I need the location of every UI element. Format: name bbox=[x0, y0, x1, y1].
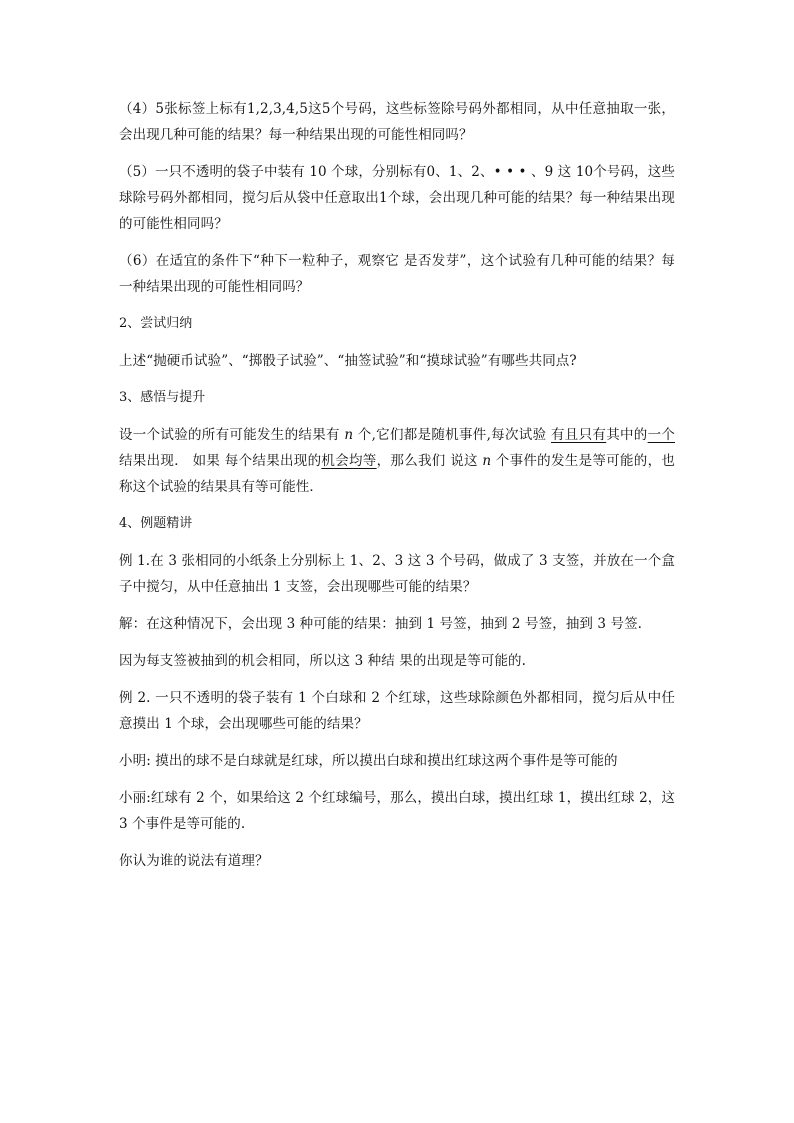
definition-part-2: 个,它们都是随机事件,每次试验 bbox=[353, 427, 551, 443]
section-2-heading: 2、尝试归纳 bbox=[119, 316, 193, 331]
example-1-reason: 因为每支签被抽到的机会相同，所以这 3 种结 果的出现是等可能的. bbox=[119, 653, 527, 669]
definition-part-6: 个事件的发生是等可能的，也 称这个试验的结果具有等可能性． bbox=[119, 453, 675, 495]
example-2: 例 2. 一只不透明的袋子装有 1 个白球和 2 个红球，这些球除颜色外都相同，搅匀后从中任意摸出 1 个球，会出现哪些可能的结果？ bbox=[119, 690, 675, 732]
xiaoming-answer: 小明: 摸出的球不是白球就是红球，所以摸出白球和摸出红球这两个事件是等可能的 bbox=[119, 753, 618, 769]
question-6: （6）在适宜的条件下“种下一粒种子，观察它 是否发芽”，这个试验有几种可能的结果？每一种结果出现的可能性相同吗？ bbox=[119, 253, 675, 295]
underlined-one: 一个 bbox=[647, 427, 675, 443]
section-2-text: 上述“抛硬币试验”、“掷骰子试验”、“抽签试验”和“摸球试验”有哪些共同点? bbox=[119, 353, 577, 369]
closing-question: 你认为谁的说法有道理？ bbox=[119, 853, 269, 869]
xiaoli-answer: 小丽:红球有 2 个，如果给这 2 个红球编号，那么，摸出白球，摸出红球 1，摸出红球 2，这 3 个事件是等可能的. bbox=[119, 790, 675, 832]
question-4: （4）5张标签上标有1,2,3,4,5这5个号码，这些标签除号码外都相同，从中任意抽取一张，会出现几种可能的结果？每一种结果出现的可能性相同吗？ bbox=[119, 101, 675, 143]
section-3-heading: 3、感悟与提升 bbox=[119, 390, 206, 405]
n-variable-2: n bbox=[482, 453, 492, 469]
definition-part-4: 结果出现． 如果 每个结果出现的 bbox=[119, 453, 322, 469]
section-4-heading: 4、例题精讲 bbox=[119, 516, 193, 531]
underlined-only-one: 有且只有 bbox=[550, 427, 607, 443]
definition-part-5: ，那么我们 说这 bbox=[376, 453, 483, 469]
example-1-solution: 解：在这种情况下，会出现 3 种可能的结果：抽到 1 号签，抽到 2 号签，抽到 3 号签. bbox=[119, 616, 643, 632]
question-5: （5）一只不透明的袋子中装有 10 个球，分别标有0、1、2、• • • 、9 这 10个号码，这些球除号码外都相同，搅匀后从袋中任意取出1个球，会出现几种可能的结果？每一种结果出现的可能性相同吗？ bbox=[119, 164, 675, 232]
n-variable-1: n bbox=[344, 427, 354, 443]
example-1: 例 1.在 3 张相同的小纸条上分别标上 1、2、3 这 3 个号码，做成了 3 支签，并放在一个盒子中搅匀，从中任意抽出 1 支签，会出现哪些可能的结果？ bbox=[119, 553, 675, 595]
document-page bbox=[119, 96, 675, 885]
underlined-equal-chance: 机会均等 bbox=[321, 453, 377, 469]
definition-part-1: 设一个试验的所有可能发生的结果有 bbox=[119, 427, 345, 443]
definition-part-3: 其中的 bbox=[606, 427, 648, 443]
section-3-definition bbox=[119, 422, 675, 500]
